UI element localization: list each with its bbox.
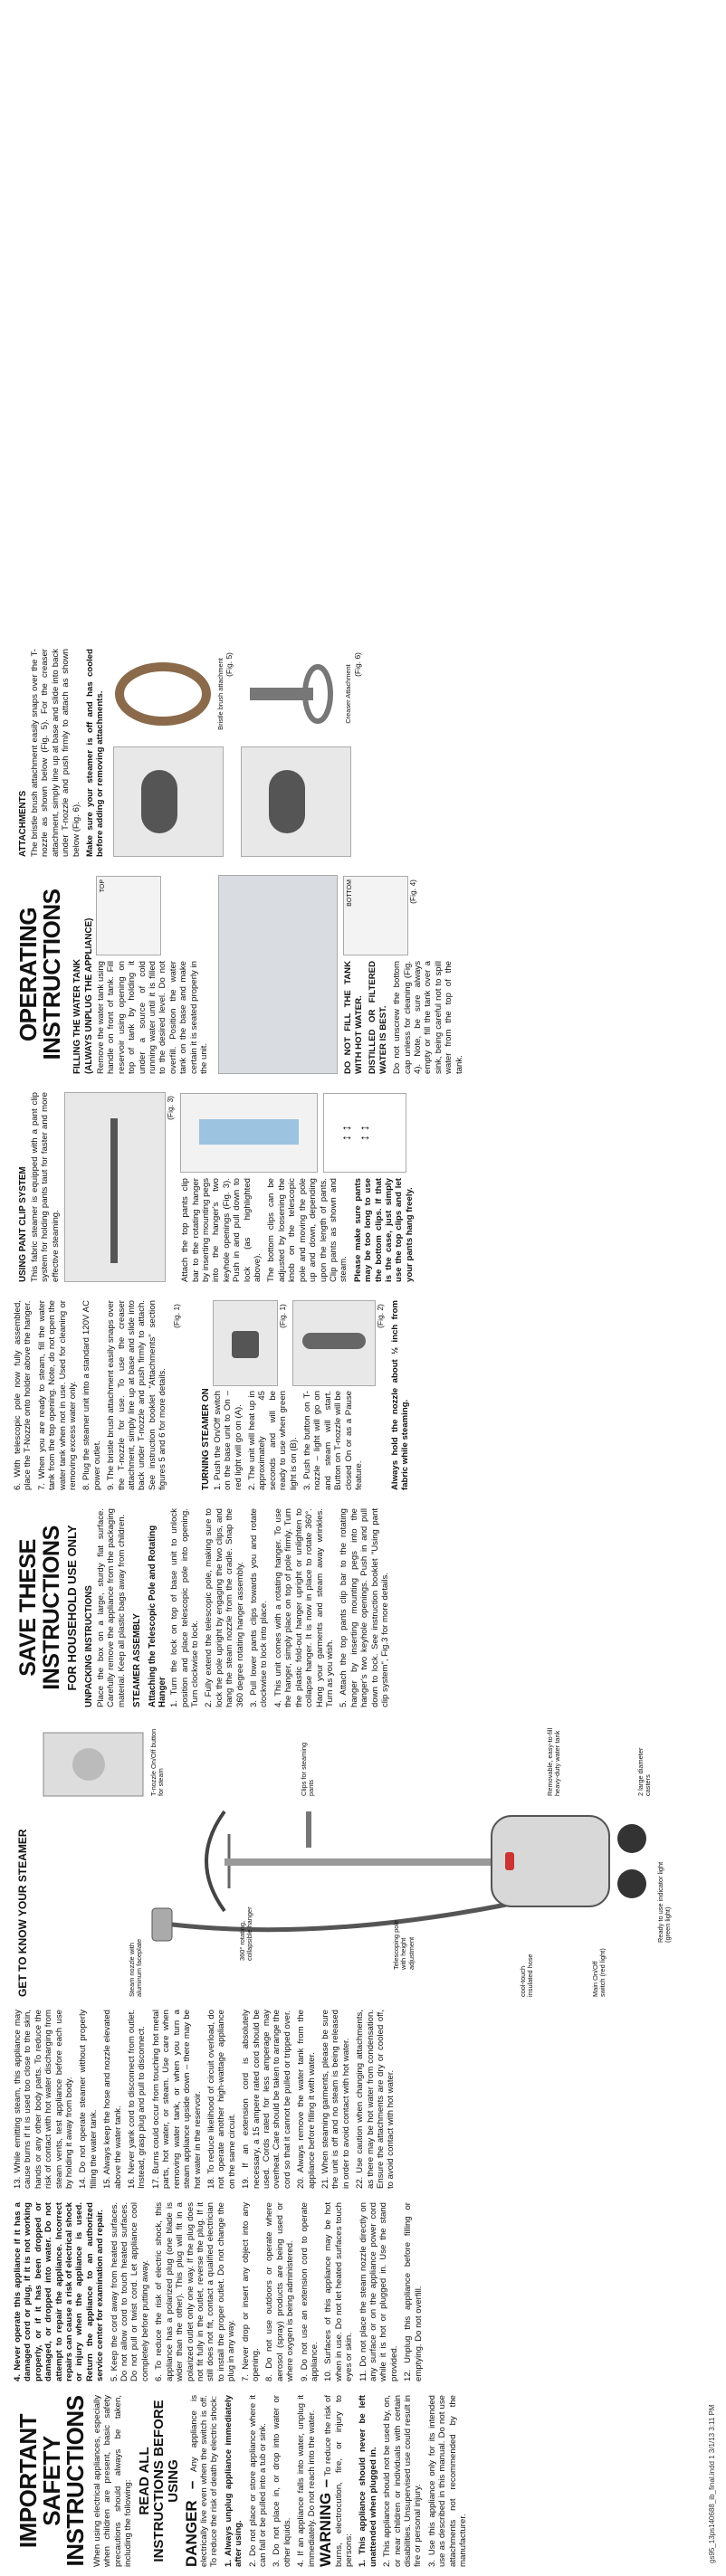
assembly-step: 6. With telescopic pole now fully assembled, place the T-Nozzle onto holder above the hanger. bbox=[13, 1300, 33, 1490]
pant-clip-panel bbox=[13, 1092, 713, 1282]
hold-nozzle-note: Always hold the nozzle about ½ inch from fabric while steaming. bbox=[389, 1300, 411, 1490]
read-all-heading: READ ALL INSTRUCTIONS BEFORE USING bbox=[136, 2400, 181, 2562]
safety-item: 9. Do not use an extension cord to operate appliance. bbox=[299, 2202, 320, 2381]
danger-item: 2. Do not place or store appliance where it can fall or be pulled into a tub or sink. bbox=[247, 2395, 269, 2567]
safety-item: 10. Surfaces of this appliance may be hot when in use. Do not let heated surfaces touch eyes or skin. bbox=[323, 2202, 355, 2381]
label-casters: 2 large diameter casters bbox=[636, 1747, 653, 1796]
operating-panel bbox=[13, 875, 713, 1074]
attachments-heading: ATTACHMENTS bbox=[18, 790, 28, 857]
arrows-figure: ↕ ↕ ↕ ↕ bbox=[323, 1093, 406, 1173]
safety-item: 22. Use caution when changing attachments, as there may be hot water from condensation. Ensure the attachments are dry or cooled off, to avoid contact with hot water. bbox=[355, 2010, 396, 2189]
attach-pole-heading: Attaching the Telescopic Pole and Rotating Hanger bbox=[148, 1525, 168, 1707]
save-panel bbox=[13, 1508, 713, 1707]
safety-item: 8. Do not use outdoors or operate where aerosol (spray) products are being used or where oxygen is being administered. bbox=[264, 2202, 296, 2381]
safety-item: 7. Never drop or insert any object into any opening. bbox=[240, 2202, 261, 2381]
safety-title: IMPORTANT SAFETY INSTRUCTIONS bbox=[14, 2395, 89, 2567]
label-main-switch: Main On/Off switch (red light) bbox=[591, 1948, 607, 1997]
know-title: GET TO KNOW YOUR STEAMER bbox=[16, 1829, 29, 1997]
fig1-label: (Fig. 1) bbox=[171, 1304, 181, 1328]
safety-item: 11. Do not place the steam nozzle directly on any surface or on the appliance power cord while it is hot or plugged in. Use the stand provided. bbox=[358, 2202, 399, 2381]
assembly-step: 3. Pull lower pants clips towards you and rotate clockwise to lock into place. bbox=[249, 1508, 270, 1707]
pant-clip-text: The bottom clips can be adjusted by loosening the knob on the telescopic pole and moving the pole up and down, depending upon the length of pants. Clip pants as shown and steam. bbox=[266, 1178, 349, 1282]
label-telescoping-pole: Telescoping pole with height adjustment bbox=[392, 1919, 416, 1970]
safety-col-3 bbox=[13, 2010, 713, 2189]
fig1-caption: (Fig. 1) bbox=[277, 1304, 287, 1328]
fig5-label: (Fig. 5) bbox=[224, 652, 234, 677]
unpack-heading: UNPACKING INSTRUCTIONS bbox=[84, 1585, 94, 1707]
pant-clip-figure bbox=[64, 1092, 166, 1282]
nozzle-figure bbox=[292, 1300, 376, 1386]
assembly-step: 1. Turn the lock on top of base unit to unlock position and place telescopic pole into opening. Turn clockwise to lock. bbox=[169, 1508, 201, 1707]
pant-clip-heading: USING PANT CLIP SYSTEM bbox=[18, 1166, 28, 1282]
creaser-photo bbox=[241, 746, 351, 857]
danger-item: 4. If an appliance falls into water, unplug it immediately. Do not reach into the water. bbox=[296, 2395, 317, 2567]
safety-item: 19. If an extension cord is absolutely necessary, a 15 ampere rated cord should be used. Cords rated for less amperage may overheat. Care should be taken to arrange the cord so that it cannot be pulled or tripped over. bbox=[241, 2010, 292, 2189]
safety-col-2 bbox=[13, 2202, 713, 2381]
warning-item: 2. This appliance should not be used by, on, or near children or individuals with certain disabilities. Unsupervised use could result in fire or personal injury. bbox=[382, 2395, 424, 2567]
pants-figure bbox=[180, 1093, 318, 1173]
turning-step: 3. Push the button on T-nozzle – light will go on and steam will start. Button on T-nozzle will be closed On or as a Pause feature. bbox=[301, 1391, 364, 1490]
safety-item: 5. Keep the cord away from heated surfaces. Do not allow cord to touch heated surfaces. Do not pull or twist cord. Let appliance cool completely before putting away. bbox=[109, 2202, 150, 2381]
operating-title: OPERATING INSTRUCTIONS bbox=[14, 889, 65, 1060]
fig2-label: (Fig. 2) bbox=[375, 1304, 385, 1328]
danger-text: Any appliance is electrically live even when the switch is off. To reduce the risk of death by electric shock: bbox=[188, 2395, 220, 2567]
steamer-assembly-heading: STEAMER ASSEMBLY bbox=[132, 1613, 143, 1707]
tank-photo bbox=[218, 875, 338, 1074]
safety-item: 21. When steaming garments, please be sure the unit is off and no steam is being released in order to avoid contact with hot water. bbox=[320, 2010, 351, 2189]
safety-item: 18. To reduce likelihood of circuit overload, do not operate another high-wattage appliance on the same circuit. bbox=[205, 2010, 237, 2189]
top-label: TOP bbox=[100, 879, 106, 893]
safety-item: 12. Unplug this appliance before filling or emptying. Do not overfill. bbox=[403, 2202, 424, 2381]
danger-item: 3. Do not place in, or drop into water or other liquids. bbox=[272, 2395, 292, 2567]
safety-item: 15. Always keep the hose and nozzle elevated above the water tank. bbox=[102, 2010, 123, 2189]
assembly-step: 9. The bristle brush attachment easily snaps over the T-nozzle for use. To use the creaser attachment, simply line up at base and slide into back under T-nozzle and push firmly to attach. See instruction booklet "Attachments" section figures 5 and 6 for more details. bbox=[106, 1300, 168, 1490]
safety-panel bbox=[13, 2006, 713, 2567]
safety-item: 16. Never yank cord to disconnect from outlet. Instead, grasp plug and pull to disconnect. bbox=[127, 2010, 148, 2189]
creaser-label: Creaser Attachment bbox=[344, 664, 353, 724]
safety-item: 14. Do not operate steamer without properly filling the water tank. bbox=[78, 2010, 99, 2189]
fill-tank-text: Remove the water tank using handle on front of tank. Fill reservoir using opening on top of tank by holding it under a source of cold running water until it is filled to the desired level. Do not overfill. Position the water tank on the base and make certain it is seated properly in the unit. bbox=[96, 961, 210, 1074]
assembly-step: 7. When you are ready to steam, fill the water tank from the top opening. Note, do not open the water tank when not in use. Used for cleaning or removing excess water only. bbox=[36, 1300, 79, 1490]
assembly-step: 5. Attach the top pants clip bar to the rotating hanger by inserting mounting pegs into the hanger's two keyhole openings. Push in and pull down to lock. See instruction booklet "Using pant clip system", Fig.3 for more details. bbox=[339, 1508, 390, 1707]
pant-clip-intro: This fabric steamer is equipped with a pant clip system for holding pants taut for faster and more effective steaming. bbox=[30, 1092, 61, 1282]
attachments-panel bbox=[13, 649, 713, 857]
safety-col-1 bbox=[13, 2395, 713, 2567]
warning-item: 3. Use this appliance only for its intended use as described in this manual. Do not use attachments not recommended by the manufacturer. bbox=[426, 2395, 468, 2567]
warning-label: WARNING – bbox=[317, 2478, 335, 2567]
safety-item: 13. While emitting steam, this appliance may cause burns if it is used too close to the skin, hands or any other body parts. To reduce the risk of contact with hot water discharging from steam vents, test appliance before each use by holding it away from body. bbox=[13, 2010, 75, 2189]
assembly-step: 2. Fully extend the telescopic pole, making sure to lock the pole upright by engaging the two clips, and hang the steam nozzle from the cradle. Snap the 360 degree rotating hanger assembly. bbox=[204, 1508, 245, 1707]
brush-label: Bristle brush attachment bbox=[215, 658, 224, 730]
assembly2-panel bbox=[13, 1300, 713, 1490]
safety-item: 6. To reduce the risk of electric shock, this appliance has a polarized plug (one blade is wider than the other). This plug will fit in a polarized outlet only one way. If the plug does not fit fully in the outlet, reverse the plug. If it still does not fit, contact a qualified electrician to install the proper outlet. Do not change the plug in any way. bbox=[154, 2202, 237, 2381]
label-pants-clips: Clips for steaming pants bbox=[300, 1742, 316, 1796]
assembly-step: 4. This unit comes with a rotating hanger. To use the hanger, simply place on top of pole firmly. Turn the plastic fold-out hanger upright or unlighten to collapse hanger. It is now in place to rotate 360°. Hang your garments and steam away wrinkles. Turn as you wish. bbox=[272, 1508, 335, 1707]
safety-item: 4. Never operate this appliance if it has a damaged cord or plug, if it is not working properly, or if it has been dropped or damaged, or dropped into water. Do not attempt to repair the appliance. Incorrect repairs can cause a risk of electrical shock or injury when the appliance is used. Return the appliance to an authorized service center for examination and repair. bbox=[13, 2202, 106, 2381]
safety-item: 20. Always remove the water tank from the appliance before filling it with water. bbox=[296, 2010, 317, 2189]
distilled-water-note: DISTILLED OR FILTERED WATER IS BEST. bbox=[368, 961, 388, 1074]
save-subtitle: FOR HOUSEHOLD USE ONLY bbox=[65, 1525, 79, 1691]
tank-bottom-figure bbox=[343, 876, 408, 955]
label-rotating-hanger: 360° rotating, collapsible hanger bbox=[238, 1906, 254, 1961]
label-water-tank: Removable, easy-to-fill heavy-duty water tank bbox=[546, 1727, 562, 1796]
assembly-step: 8. Plug the steamer unit into a standard 120V AC power outlet. bbox=[81, 1300, 102, 1490]
creaser-attachment-figure bbox=[241, 653, 340, 735]
switch-figure bbox=[213, 1300, 278, 1386]
no-hot-water-warning: DO NOT FILL THE TANK WITH HOT WATER. bbox=[343, 961, 364, 1074]
brush-attachment-figure bbox=[113, 653, 213, 735]
unpack-text: Place the box on a large, sturdy flat surface. Carefully remove the appliance from the packaging material. Keep all plastic bags away from children. bbox=[96, 1508, 127, 1707]
fig4-label: (Fig. 4) bbox=[408, 879, 418, 904]
label-tnozzle-button: T-nozzle On/Off button for steam bbox=[149, 1728, 166, 1796]
danger-label: DANGER – bbox=[182, 2480, 200, 2567]
attachments-warning: Make sure your steamer is off and has cooled before adding or removing attachments. bbox=[85, 649, 106, 857]
unplug-subheading: (ALWAYS UNPLUG THE APPLIANCE) bbox=[84, 917, 94, 1074]
turning-step: 1. Push the On/Off switch on the base unit to On – red light will go on (A). bbox=[212, 1391, 244, 1490]
know-panel bbox=[13, 1725, 713, 1997]
attachments-text: The bristle brush attachment easily snaps over the T-nozzle as shown below (Fig. 5). For the creaser attachment, simply line up at base and slide into back under T-nozzle and push firmly to attach as shown below (Fig. 6). bbox=[30, 649, 81, 857]
danger-item: 1. Always unplug appliance immediately after using. bbox=[223, 2395, 244, 2567]
warning-text: To reduce the risk of burns, electrocution, fire, or injury to persons: bbox=[323, 2395, 354, 2567]
pant-clip-warning: Please make sure pants may be too long to use the bottom clips. If that is the case, just simply use the top clips and let your pants hang freely. bbox=[352, 1178, 415, 1282]
fig6-label: (Fig. 6) bbox=[352, 652, 362, 677]
warning-item: 1. This appliance should never be left unattended when plugged in. bbox=[358, 2395, 378, 2567]
fig3-label: (Fig. 3) bbox=[166, 1096, 176, 1120]
save-title: SAVE THESE INSTRUCTIONS bbox=[15, 1526, 64, 1690]
pant-clip-text: Attach the top pants clip bar to the rotating hanger by inserting mounting pegs into the hanger's two keyhole openings (Fig. 3). Push in and pull down to lock (as highlighted above). bbox=[180, 1178, 263, 1282]
unscrew-cap-text: Do not unscrew the bottom cap unless for cleaning (Fig. 4). Note, be sure always empty or fill the tank over a sink, being careful not to spill water from the top of the tank. bbox=[392, 961, 464, 1074]
safety-intro: When using electrical appliances, especially when children are present, basic safety precautions should always be taken, including the following: bbox=[92, 2395, 134, 2567]
label-ready-light: Ready to use indicator light (green light) bbox=[656, 1861, 673, 1943]
safety-item: 17. Burns could occur from touching hot metal parts, hot water, or steam. Use care when removing water tank, or when you turn a steam appliance upside down – there may be hot water in the reservoir. bbox=[150, 2010, 203, 2189]
brush-photo bbox=[113, 746, 224, 857]
turning-step: 2. The unit will heat up in approximately 45 seconds and will be ready to use when green light is on (B). bbox=[246, 1391, 299, 1490]
turning-on-heading: TURNING STEAMER ON bbox=[200, 1388, 211, 1490]
fill-tank-heading: FILLING THE WATER TANK bbox=[72, 959, 82, 1074]
bottom-label: BOTTOM bbox=[347, 879, 354, 907]
print-footer: gs95_13ps140688_ib_final.indd 1 3/1/13 3:11 PM bbox=[708, 2404, 716, 2563]
tank-top-figure bbox=[96, 876, 161, 955]
label-hose: cool-touch insulated hose bbox=[519, 1953, 535, 1997]
label-steam-nozzle: Steam nozzle with aluminum faceplate bbox=[128, 1938, 144, 1997]
